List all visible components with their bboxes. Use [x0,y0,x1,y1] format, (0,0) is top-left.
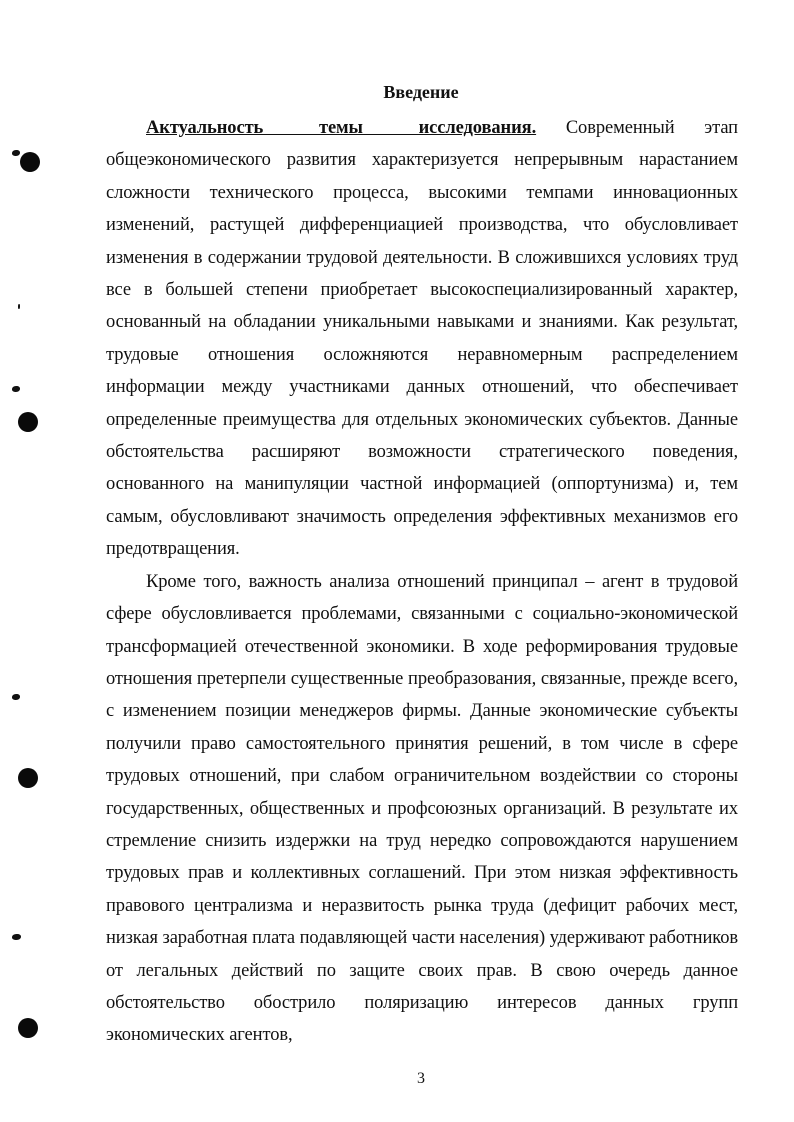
binder-hole [18,768,38,788]
body-text [106,112,738,1052]
scan-speck [12,694,20,700]
paragraph-1 [106,112,738,566]
section-title: Введение [383,82,459,102]
page-number: 3 [417,1070,425,1087]
binder-hole [18,1018,38,1038]
relevance-heading: Актуальность темы исследования. [146,118,537,138]
binder-hole [20,152,40,172]
scan-speck [12,934,21,940]
scan-speck [12,386,20,392]
binder-hole [18,412,38,432]
paragraph-2: Кроме того, важность анализа отношений принципал – агент в трудовой сфере обусловливается проблемами, связанными с социально-экономической трансформацией отечественной экономики. В ходе реформирования трудовые отношения претерпели существенные преобразования, связанные, прежде всего, с изменением позиции менеджеров фирмы. Данные экономические субъекты получили право самостоятельного принятия решений, в том числе в сфере трудовых отношений, при слабом ограничительном воздействии со стороны государственных, общественных и профсоюзных организаций. В результате их стремление снизить издержки на труд нередко сопровождаются нарушением трудовых прав и коллективных соглашений. При этом низкая эффективность правового централизма и неразвитость рынка труда (дефицит рабочих мест, низкая заработная плата подавляющей части населения) удерживают работников от легальных действий по защите своих прав. В свою очередь данное обстоятельство обострило поляризацию интересов данных групп экономических агентов, [106,571,738,1046]
paragraph-1-text: Современный этап общеэкономического развития характеризуется непрерывным нарастанием сложности технического процесса, высокими темпами инновационных изменений, растущей дифференциацией производства, что обусловливает изменения в содержании трудовой деятельности. В сложившихся условиях труд все в большей степени приобретает высокоспециализированный характер, основанный на обладании уникальными навыками и знаниями. Как результат, трудовые отношения осложняются неравномерным распределением информации между участниками данных отношений, что обеспечивает определенные преимущества для отдельных экономических субъектов. Данные обстоятельства расширяют возможности стратегического поведения, основанного на манипуляции частной информацией (оппортунизма) и, тем самым, обусловливают значимость определения эффективных механизмов его предотвращения. [106,118,738,560]
scan-speck [12,150,20,156]
scan-speck [18,304,20,309]
